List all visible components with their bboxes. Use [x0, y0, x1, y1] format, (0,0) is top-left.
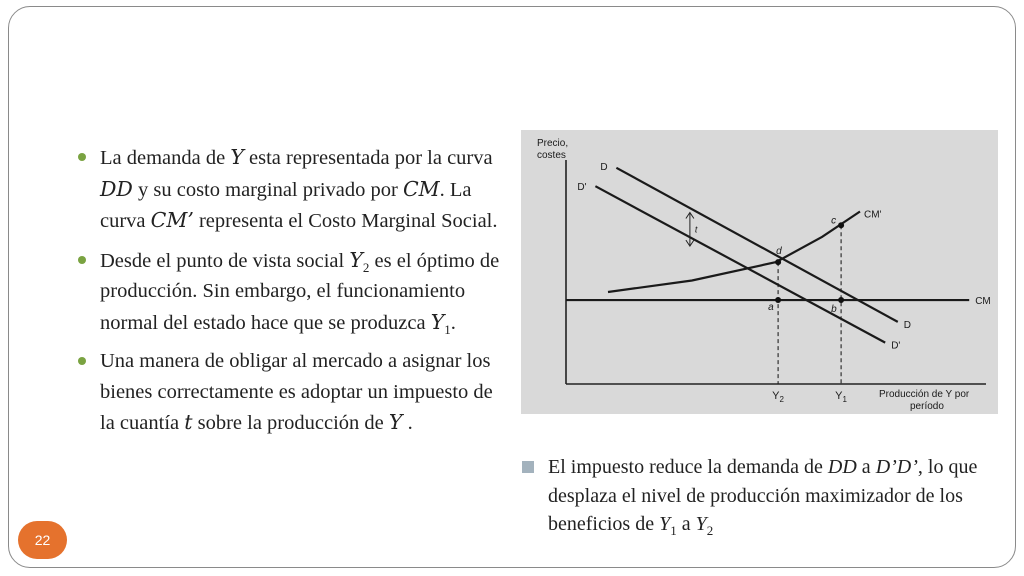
var-y: Y [430, 309, 445, 334]
externality-chart [521, 130, 998, 414]
x-tick-y1: $Y_1$ [835, 390, 847, 404]
page-number-badge: 22 [18, 521, 67, 559]
subscript: 1 [670, 523, 677, 538]
text: sobre la producción de [192, 412, 389, 434]
series-label-d-prime: D' [577, 182, 587, 194]
text: esta representada por la curva [243, 147, 493, 169]
series-label-cm: CM [975, 296, 991, 308]
var-cm: CM [402, 176, 440, 201]
bullet-dot-icon [78, 256, 86, 264]
text: . [402, 412, 413, 434]
subscript: 2 [362, 259, 370, 275]
point-c [838, 222, 844, 228]
text: , lo que desplaza el nivel de producción maximizador de los beneficios de [548, 456, 978, 535]
var-dd: DD [100, 176, 133, 201]
text: Una manera de obligar al mercado a asignar los bienes correctamente es adoptar un impuesto de la cuantía [100, 350, 493, 434]
text: Desde el punto de vista social [100, 249, 350, 272]
point-b [838, 297, 844, 303]
tax-label: t [694, 224, 698, 235]
point-label-d: d [776, 246, 782, 258]
bullet-list [76, 142, 506, 447]
tax-note [522, 453, 992, 539]
series-d-prime [595, 186, 885, 342]
point-label-b: b [831, 304, 837, 316]
point-d [775, 259, 781, 265]
bullet-optimum [76, 245, 506, 339]
bullet-demand [76, 142, 506, 237]
series-d [616, 168, 897, 322]
series-label-d: D [600, 161, 608, 173]
x-tick-y2: $Y_2$ [772, 390, 784, 404]
var-dprime: D’D’ [875, 456, 918, 478]
bullet-dot-icon [78, 153, 86, 161]
var-dd: DD [827, 456, 857, 478]
text: La demanda de [100, 147, 231, 169]
var-t: t [184, 410, 193, 434]
var-y: Y [349, 247, 363, 272]
point-label-a: a [768, 302, 774, 314]
y-axis-label-line1: Precio, [537, 138, 569, 149]
text: representa el Costo Marginal Social. [193, 210, 498, 232]
bullet-dot-icon [78, 357, 86, 365]
var-y: Y [388, 410, 403, 434]
y-axis-label-line2: costes [537, 150, 566, 161]
var-cm-prime: CM’ [150, 208, 194, 232]
series-label-cm-prime: CM' [864, 209, 882, 221]
series-end-label-d-prime: D' [891, 340, 901, 352]
var-y: Y [230, 145, 244, 169]
text: a [676, 513, 696, 535]
text: . La curva [100, 178, 472, 232]
point-a [775, 297, 781, 303]
chart-svg [521, 130, 998, 414]
point-label-c: c [831, 215, 837, 227]
text: y su costo marginal privado por [132, 178, 403, 201]
square-bullet-icon [522, 461, 534, 473]
text: a [856, 456, 876, 478]
text: El impuesto reduce la demanda de [548, 456, 828, 478]
var-y: Y [695, 513, 707, 535]
text: es el óptimo de producción. Sin embargo, el funcionamiento normal del estado hace que se produzca [100, 249, 500, 334]
subscript: 2 [706, 523, 714, 538]
var-y: Y [659, 513, 671, 535]
x-axis-label-line2: período [910, 401, 944, 412]
text: . [450, 311, 456, 334]
x-axis-label-line1: Producción de Y por [879, 389, 970, 400]
series-end-label-d: D [903, 319, 912, 331]
subscript: 1 [444, 321, 451, 337]
bullet-tax [76, 346, 506, 439]
